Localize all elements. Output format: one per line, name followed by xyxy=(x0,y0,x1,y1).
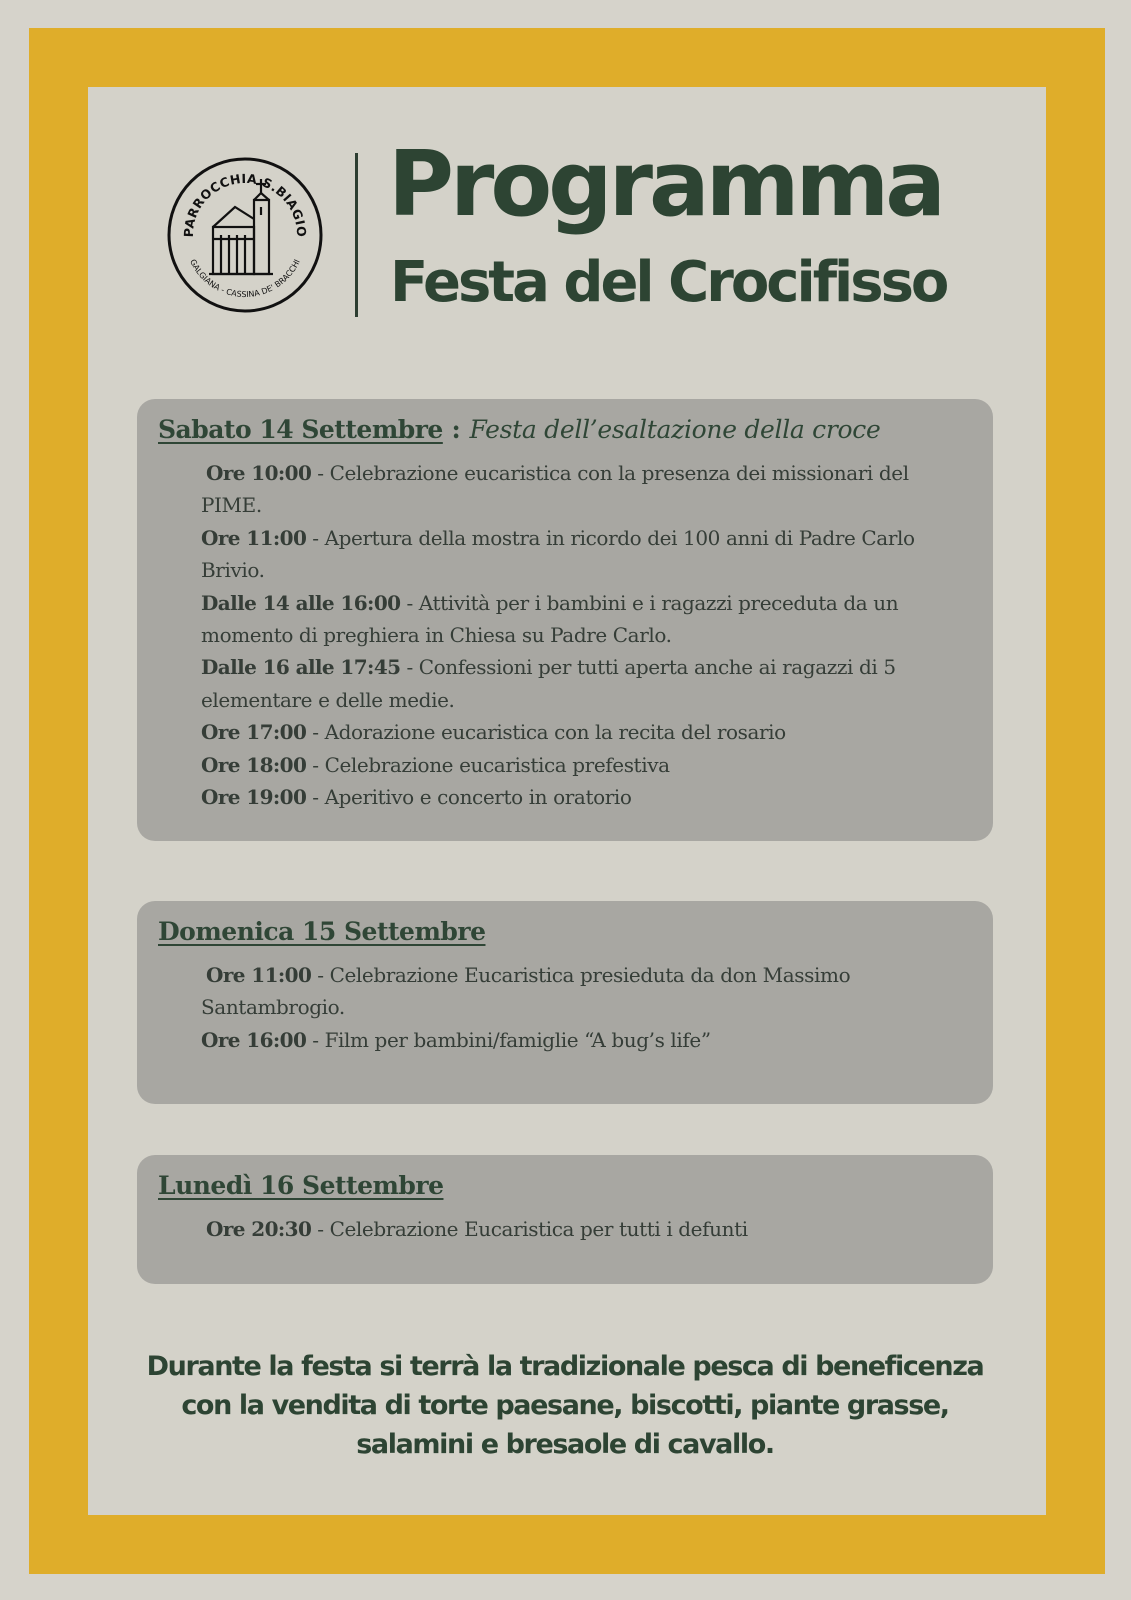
seal-bottom-text: GALGIANA - CASSINA DE' BRACCHI xyxy=(188,257,302,300)
event-item xyxy=(201,651,971,716)
event-item xyxy=(201,749,971,781)
event-list xyxy=(158,1213,971,1245)
event-time: Ore 18:00 xyxy=(201,752,307,777)
day-box-saturday xyxy=(137,399,993,841)
parish-seal-logo xyxy=(165,155,325,315)
footer-line-3: salamini e bresaole di cavallo. xyxy=(356,1429,774,1460)
event-item xyxy=(201,587,971,652)
event-list xyxy=(158,457,971,813)
event-description: - Celebrazione Eucaristica per tutti i defunti xyxy=(311,1217,748,1241)
event-time: Ore 10:00 xyxy=(206,461,312,485)
event-time: Ore 11:00 xyxy=(201,525,307,550)
page-subtitle: Festa del Crocifisso xyxy=(390,250,947,315)
event-time: Ore 17:00 xyxy=(201,720,307,745)
heading-separator: : xyxy=(442,415,470,444)
footer-line-1: Durante la festa si terrà la tradizionale pesca di beneficenza xyxy=(146,1351,984,1382)
header-divider xyxy=(355,153,358,317)
event-time: Ore 16:00 xyxy=(201,1027,307,1052)
event-item xyxy=(201,781,971,813)
event-time: Dalle 16 alle 17:45 xyxy=(201,655,401,680)
event-description: - Celebrazione eucaristica con la presenza dei missionari del PIME. xyxy=(201,461,909,518)
event-description: - Adorazione eucaristica con la recita del rosario xyxy=(306,720,786,745)
event-item xyxy=(201,716,971,748)
event-time: Dalle 14 alle 16:00 xyxy=(201,590,401,615)
event-time: Ore 20:30 xyxy=(206,1217,312,1241)
event-description: - Film per bambini/famiglie “A bug’s life” xyxy=(306,1027,711,1052)
day-box-sunday xyxy=(137,901,993,1104)
day-heading xyxy=(158,413,971,447)
day-box-monday xyxy=(137,1155,993,1284)
day-heading xyxy=(158,1169,971,1203)
day-heading xyxy=(158,915,971,949)
event-list xyxy=(158,959,971,1056)
footer-note xyxy=(137,1347,993,1464)
day-name: Lunedì 16 Settembre xyxy=(158,1171,444,1200)
event-item xyxy=(201,1024,971,1056)
event-description: - Apertura della mostra in ricordo dei 100 anni di Padre Carlo Brivio. xyxy=(201,525,915,583)
event-description: - Aperitivo e concerto in oratorio xyxy=(306,785,632,810)
event-item xyxy=(201,1213,971,1245)
event-description: - Celebrazione Eucaristica presieduta da don Massimo Santambrogio. xyxy=(201,963,851,1020)
event-item xyxy=(201,959,971,1024)
footer-line-2: con la vendita di torte paesane, biscotti, piante grasse, xyxy=(181,1390,949,1421)
event-time: Ore 11:00 xyxy=(206,963,312,987)
day-subtitle: Festa dell’esaltazione della croce xyxy=(469,415,881,444)
event-time: Ore 19:00 xyxy=(201,785,307,810)
event-description: - Celebrazione eucaristica prefestiva xyxy=(306,752,670,777)
seal-top-text: PARROCCHIA S.BIAGIO xyxy=(180,170,310,238)
event-item xyxy=(201,522,971,587)
event-description: - Confessioni per tutti aperta anche ai ragazzi di 5 elementare e delle medie. xyxy=(201,655,896,712)
event-item xyxy=(201,457,971,522)
day-name: Sabato 14 Settembre xyxy=(158,415,443,444)
day-name: Domenica 15 Settembre xyxy=(158,917,486,946)
event-description: - Attività per i bambini e i ragazzi preceduta da un momento di preghiera in Chiesa su Padre Carlo. xyxy=(201,590,899,648)
page-title: Programma xyxy=(388,132,943,237)
